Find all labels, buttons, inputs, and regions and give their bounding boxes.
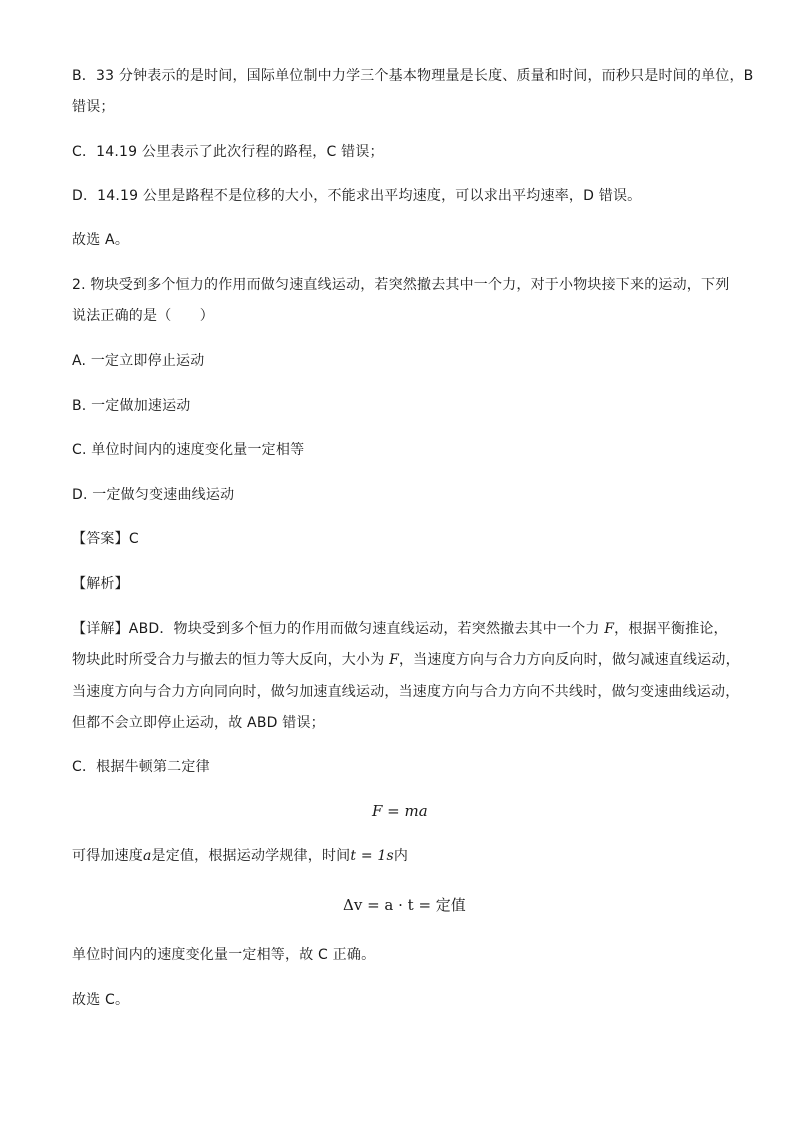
detail-line-4: 但都不会立即停止运动，故 ABD 错误； xyxy=(72,715,325,731)
answer-label: 【答案】 xyxy=(72,531,129,547)
detail-line-2 xyxy=(72,650,740,670)
acceleration-middle: 是定值，根据运动学规律，时间 xyxy=(151,848,351,864)
option-a: A. 一定立即停止运动 xyxy=(72,353,205,369)
acceleration-line xyxy=(72,846,408,866)
acceleration-prefix: 可得加速度 xyxy=(72,848,143,864)
formula-velocity-change: Δv = a · t = 定值 xyxy=(343,896,466,914)
option-c: C. 单位时间内的速度变化量一定相等 xyxy=(72,442,305,458)
option-d-explanation: D．14.19 公里是路程不是位移的大小，不能求出平均速度，可以求出平均速率，D 错误。 xyxy=(72,188,642,204)
newton-second-law-line: C．根据牛顿第二定律 xyxy=(72,759,210,775)
force-variable: F xyxy=(604,621,615,637)
detail-line-1-suffix: ，根据平衡推论， xyxy=(614,621,728,637)
answer-line xyxy=(72,529,139,549)
force-variable: F xyxy=(389,652,399,668)
acceleration-suffix: 内 xyxy=(393,848,409,864)
detail-line-2-prefix: 物块此时所受合力与撤去的恒力等大反向，大小为 xyxy=(72,652,390,668)
option-b-explanation-line-2: 错误； xyxy=(72,99,115,115)
formula-newton: F = ma xyxy=(372,802,428,820)
option-c-explanation: C．14.19 公里表示了此次行程的路程，C 错误； xyxy=(72,144,384,160)
choose-a-conclusion: 故选 A。 xyxy=(72,232,130,248)
question-2-stem-line-2: 说法正确的是（ ） xyxy=(72,308,214,324)
conclusion-line: 单位时间内的速度变化量一定相等，故 C 正确。 xyxy=(72,947,376,963)
answer-value: C xyxy=(128,531,139,547)
detail-line-1-prefix: 【详解】ABD．物块受到多个恒力的作用而做匀速直线运动，若突然撤去其中一个力 xyxy=(72,621,605,637)
analysis-label: 【解析】 xyxy=(72,576,129,592)
detail-line-2-suffix: ，当速度方向与合力方向反向时，做匀减速直线运动， xyxy=(398,652,740,668)
detail-line-3: 当速度方向与合力方向同向时，做匀加速直线运动，当速度方向与合力方向不共线时，做匀变速曲线运动， xyxy=(72,684,740,700)
detail-line-1 xyxy=(72,619,728,639)
acceleration-variable: a xyxy=(143,848,152,864)
option-b-explanation-line-1: B．33 分钟表示的是时间，国际单位制中力学三个基本物理量是长度、质量和时间，而秒只是时间的单位，B xyxy=(72,68,754,84)
choose-c-conclusion: 故选 C。 xyxy=(72,992,130,1008)
time-value: t = 1s xyxy=(350,848,394,864)
option-d: D. 一定做匀变速曲线运动 xyxy=(72,487,235,503)
option-b: B. 一定做加速运动 xyxy=(72,398,191,414)
question-2-stem-line-1: 2. 物块受到多个恒力的作用而做匀速直线运动，若突然撤去其中一个力，对于小物块接下来的运动，下列 xyxy=(72,277,730,293)
